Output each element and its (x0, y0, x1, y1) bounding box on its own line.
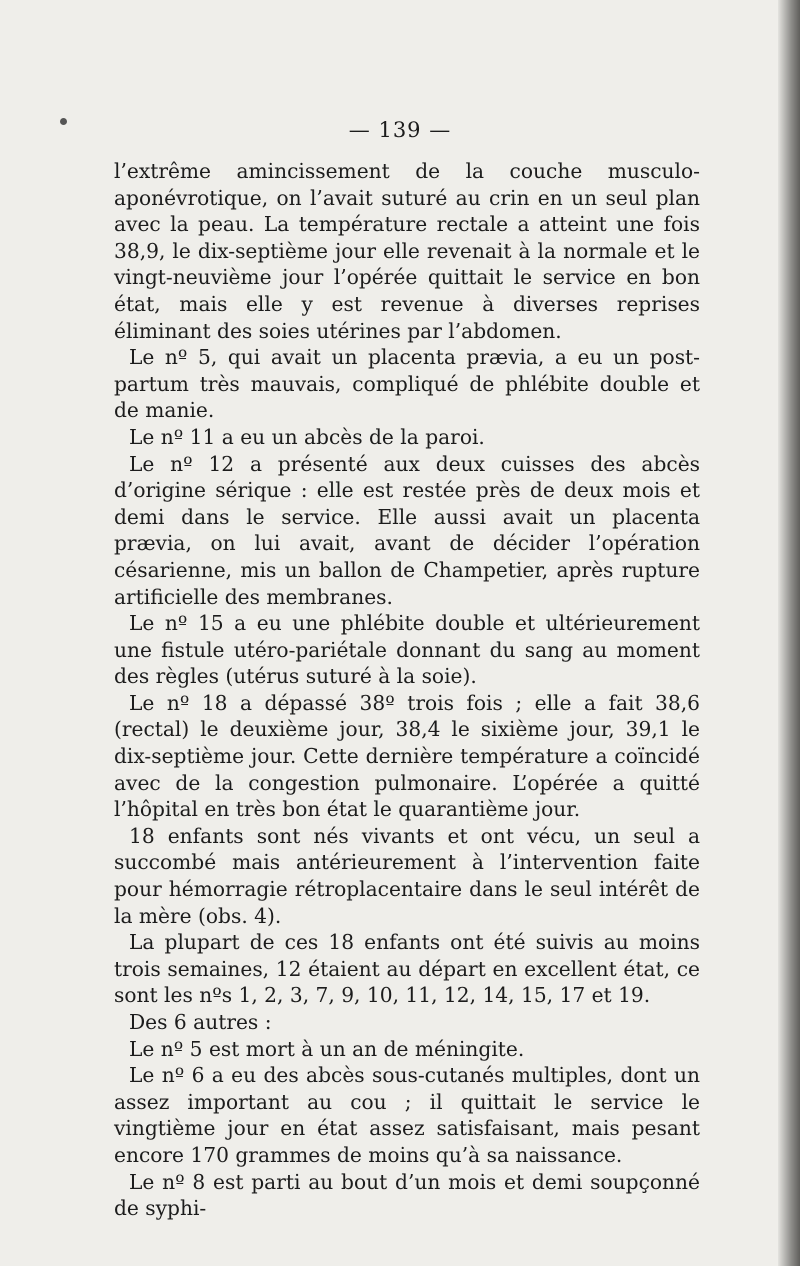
paragraph: Le nº 11 a eu un abcès de la paroi. (129, 424, 485, 449)
paragraph: Le nº 8 est parti au bout d’un mois et demi soupçonné de syphi- (114, 1169, 700, 1221)
paragraph: Le nº 18 a dépassé 38º trois fois ; elle a fait 38,6 (rectal) le deuxième jour, 38,4 le sixième jour, 39,1 le dix-septième jour. Cette dernière température a coïncidé avec de la congestion pulmonaire. L’opérée a quitté l’hôpital en très bon état le quarantième jour. (114, 690, 700, 822)
paragraph: Des 6 autres : (129, 1010, 272, 1034)
paragraph: La plupart de ces 18 enfants ont été suivis au moins trois semaines, 12 étaient au départ en excellent état, ce sont les nºs 1, 2, 3, 7, 9, 10, 11, 12, 14, 15, 17 et 19. (114, 930, 700, 1008)
paragraph: Le nº 5 est mort à un an de méningite. (129, 1036, 525, 1061)
book-spine-shadow (778, 0, 800, 1266)
paragraph: Le nº 6 a eu des abcès sous-cutanés multiples, dont un assez important au cou ; il quittait le service le vingtième jour en état assez satisfaisant, mais pesant encore 170 grammes de moins qu’à sa naissance. (114, 1063, 700, 1167)
paragraph: Le nº 5, qui avait un placenta prævia, a eu un post-partum très mauvais, compliqué de phlébite double et de manie. (114, 345, 700, 423)
page-number: — 139 — (348, 118, 452, 142)
body-text (114, 158, 700, 1222)
paragraph: Le nº 15 a eu une phlébite double et ultérieurement une fistule utéro-pariétale donnant du sang au moment des règles (utérus suturé à la soie). (114, 611, 700, 689)
paragraph: 18 enfants sont nés vivants et ont vécu, un seul a succombé mais antérieurement à l’intervention faite pour hémorragie rétroplacentaire dans le seul intérêt de la mère (obs. 4). (114, 823, 700, 928)
paragraph: l’extrême amincissement de la couche musculo-aponévrotique, on l’avait suturé au crin en un seul plan avec la peau. La température rectale a atteint une fois 38,9, le dix-septième jour elle revenait à la normale et le vingt-neuvième jour l’opérée quittait le service en bon état, mais elle y est revenue à diverses reprises éliminant des soies utérines par l’abdomen. (114, 159, 700, 343)
paragraph: Le nº 12 a présenté aux deux cuisses des abcès d’origine sérique : elle est restée près de deux mois et demi dans le service. Elle aussi avait un placenta prævia, on lui avait, avant de décider l’opération césarienne, mis un ballon de Champetier, après rupture artificielle des membranes. (114, 451, 700, 609)
